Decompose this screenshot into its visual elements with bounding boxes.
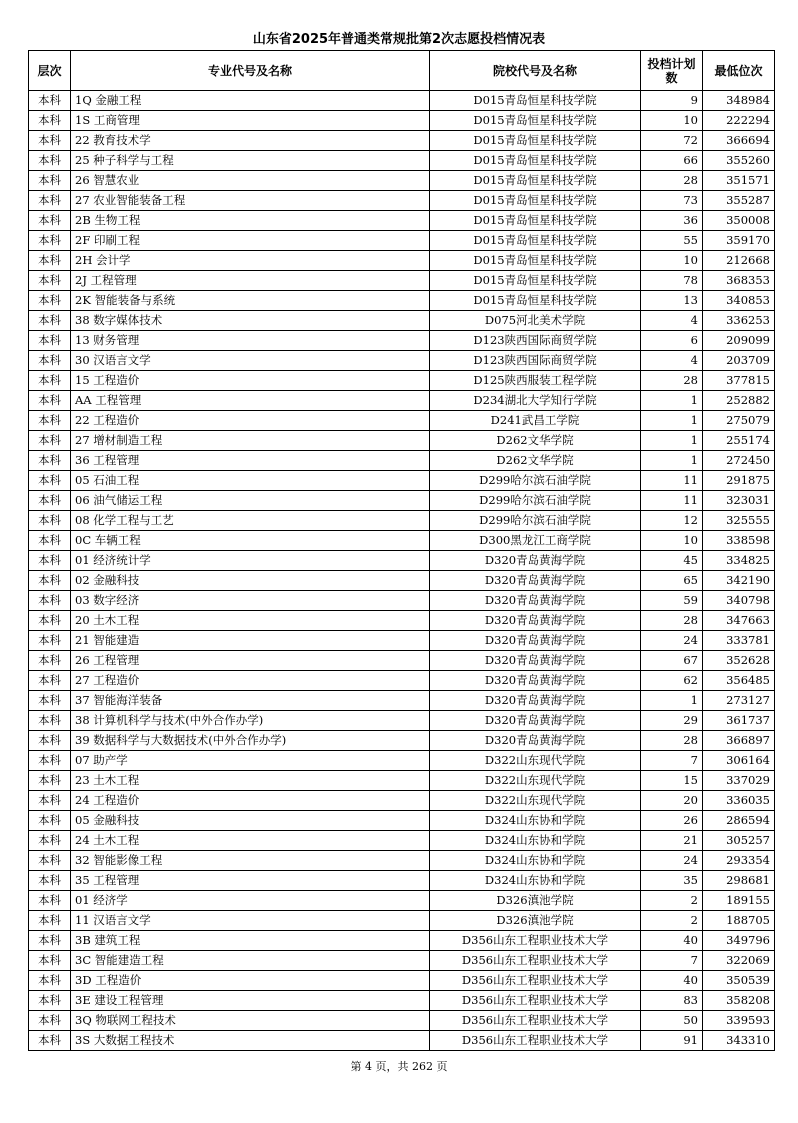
cell-level: 本科: [29, 451, 71, 471]
cell-school: D324山东协和学院: [430, 811, 641, 831]
cell-major: 25 种子科学与工程: [71, 151, 430, 171]
table-row: [29, 371, 775, 391]
cell-major: 27 工程造价: [71, 671, 430, 691]
cell-school: D356山东工程职业技术大学: [430, 1011, 641, 1031]
table-row: [29, 211, 775, 231]
cell-level: 本科: [29, 691, 71, 711]
cell-level: 本科: [29, 331, 71, 351]
header-rank: 最低位次: [703, 51, 775, 91]
page-footer: 第 4 页，共 262 页: [350, 1060, 448, 1073]
cell-plan: 83: [641, 991, 703, 1011]
cell-level: 本科: [29, 811, 71, 831]
table-row: [29, 891, 775, 911]
cell-school: D356山东工程职业技术大学: [430, 991, 641, 1011]
cell-level: 本科: [29, 991, 71, 1011]
cell-major: 03 数字经济: [71, 591, 430, 611]
cell-major: 07 助产学: [71, 751, 430, 771]
cell-level: 本科: [29, 591, 71, 611]
cell-level: 本科: [29, 951, 71, 971]
cell-school: D320青岛黄海学院: [430, 651, 641, 671]
cell-major: 27 增材制造工程: [71, 431, 430, 451]
cell-plan: 1: [641, 431, 703, 451]
cell-major: AA 工程管理: [71, 391, 430, 411]
table-row: [29, 311, 775, 331]
table-row: [29, 691, 775, 711]
cell-level: 本科: [29, 831, 71, 851]
cell-major: 22 教育技术学: [71, 131, 430, 151]
cell-level: 本科: [29, 171, 71, 191]
table-row: [29, 631, 775, 651]
table-row: [29, 471, 775, 491]
cell-rank: 377815: [703, 371, 775, 391]
cell-rank: 366694: [703, 131, 775, 151]
table-row: [29, 751, 775, 771]
cell-level: 本科: [29, 711, 71, 731]
cell-school: D356山东工程职业技术大学: [430, 931, 641, 951]
cell-plan: 45: [641, 551, 703, 571]
cell-plan: 12: [641, 511, 703, 531]
cell-major: 3S 大数据工程技术: [71, 1031, 430, 1051]
cell-rank: 355260: [703, 151, 775, 171]
cell-level: 本科: [29, 611, 71, 631]
cell-level: 本科: [29, 411, 71, 431]
header-major: 专业代号及名称: [71, 51, 430, 91]
cell-major: 36 工程管理: [71, 451, 430, 471]
cell-major: 3C 智能建造工程: [71, 951, 430, 971]
table-row: [29, 431, 775, 451]
cell-major: 26 智慧农业: [71, 171, 430, 191]
cell-school: D356山东工程职业技术大学: [430, 951, 641, 971]
cell-plan: 15: [641, 771, 703, 791]
cell-rank: 286594: [703, 811, 775, 831]
cell-rank: 350008: [703, 211, 775, 231]
cell-plan: 78: [641, 271, 703, 291]
cell-major: 27 农业智能装备工程: [71, 191, 430, 211]
cell-major: 23 土木工程: [71, 771, 430, 791]
cell-major: 05 石油工程: [71, 471, 430, 491]
cell-level: 本科: [29, 971, 71, 991]
table-row: [29, 511, 775, 531]
cell-major: 11 汉语言文学: [71, 911, 430, 931]
cell-rank: 340798: [703, 591, 775, 611]
table-row: [29, 851, 775, 871]
cell-level: 本科: [29, 891, 71, 911]
cell-school: D320青岛黄海学院: [430, 711, 641, 731]
cell-level: 本科: [29, 871, 71, 891]
cell-rank: 188705: [703, 911, 775, 931]
cell-rank: 222294: [703, 111, 775, 131]
cell-school: D262文华学院: [430, 431, 641, 451]
table-row: [29, 991, 775, 1011]
cell-major: 26 工程管理: [71, 651, 430, 671]
cell-school: D320青岛黄海学院: [430, 671, 641, 691]
cell-plan: 11: [641, 491, 703, 511]
cell-plan: 28: [641, 731, 703, 751]
cell-major: 0C 车辆工程: [71, 531, 430, 551]
table-row: [29, 111, 775, 131]
cell-plan: 10: [641, 531, 703, 551]
cell-rank: 325555: [703, 511, 775, 531]
table-row: [29, 811, 775, 831]
cell-school: D320青岛黄海学院: [430, 631, 641, 651]
cell-level: 本科: [29, 131, 71, 151]
cell-school: D234湖北大学知行学院: [430, 391, 641, 411]
cell-school: D015青岛恒星科技学院: [430, 111, 641, 131]
cell-plan: 4: [641, 351, 703, 371]
cell-level: 本科: [29, 371, 71, 391]
cell-school: D015青岛恒星科技学院: [430, 171, 641, 191]
table-row: [29, 491, 775, 511]
cell-plan: 13: [641, 291, 703, 311]
cell-level: 本科: [29, 211, 71, 231]
cell-level: 本科: [29, 151, 71, 171]
cell-school: D241武昌工学院: [430, 411, 641, 431]
cell-rank: 349796: [703, 931, 775, 951]
table-row: [29, 391, 775, 411]
cell-level: 本科: [29, 91, 71, 111]
cell-level: 本科: [29, 231, 71, 251]
table-row: [29, 731, 775, 751]
cell-school: D015青岛恒星科技学院: [430, 251, 641, 271]
cell-school: D015青岛恒星科技学院: [430, 231, 641, 251]
cell-rank: 255174: [703, 431, 775, 451]
cell-major: 08 化学工程与工艺: [71, 511, 430, 531]
cell-plan: 28: [641, 611, 703, 631]
cell-major: 13 财务管理: [71, 331, 430, 351]
cell-major: 3B 建筑工程: [71, 931, 430, 951]
cell-plan: 29: [641, 711, 703, 731]
cell-level: 本科: [29, 1011, 71, 1031]
cell-rank: 361737: [703, 711, 775, 731]
cell-level: 本科: [29, 531, 71, 551]
cell-plan: 1: [641, 451, 703, 471]
cell-rank: 273127: [703, 691, 775, 711]
cell-level: 本科: [29, 571, 71, 591]
cell-major: 15 工程造价: [71, 371, 430, 391]
cell-rank: 347663: [703, 611, 775, 631]
cell-rank: 356485: [703, 671, 775, 691]
cell-plan: 65: [641, 571, 703, 591]
cell-level: 本科: [29, 511, 71, 531]
cell-school: D262文华学院: [430, 451, 641, 471]
cell-school: D015青岛恒星科技学院: [430, 131, 641, 151]
cell-school: D324山东协和学院: [430, 831, 641, 851]
cell-plan: 62: [641, 671, 703, 691]
table-row: [29, 1011, 775, 1031]
cell-rank: 342190: [703, 571, 775, 591]
table-row: [29, 871, 775, 891]
cell-level: 本科: [29, 391, 71, 411]
cell-plan: 59: [641, 591, 703, 611]
cell-rank: 366897: [703, 731, 775, 751]
cell-rank: 275079: [703, 411, 775, 431]
cell-rank: 298681: [703, 871, 775, 891]
cell-level: 本科: [29, 671, 71, 691]
table-row: [29, 451, 775, 471]
table-body: [29, 91, 775, 1051]
cell-plan: 7: [641, 951, 703, 971]
cell-school: D324山东协和学院: [430, 871, 641, 891]
cell-major: 21 智能建造: [71, 631, 430, 651]
cell-rank: 322069: [703, 951, 775, 971]
cell-plan: 24: [641, 631, 703, 651]
cell-plan: 55: [641, 231, 703, 251]
cell-school: D320青岛黄海学院: [430, 591, 641, 611]
cell-school: D320青岛黄海学院: [430, 691, 641, 711]
cell-major: 3E 建设工程管理: [71, 991, 430, 1011]
cell-plan: 36: [641, 211, 703, 231]
cell-major: 38 数字媒体技术: [71, 311, 430, 331]
cell-level: 本科: [29, 551, 71, 571]
cell-major: 38 计算机科学与技术(中外合作办学): [71, 711, 430, 731]
cell-plan: 20: [641, 791, 703, 811]
table-header-row: [29, 51, 775, 91]
cell-school: D075河北美术学院: [430, 311, 641, 331]
cell-school: D123陕西国际商贸学院: [430, 351, 641, 371]
cell-major: 20 土木工程: [71, 611, 430, 631]
cell-level: 本科: [29, 251, 71, 271]
cell-level: 本科: [29, 431, 71, 451]
cell-major: 3D 工程造价: [71, 971, 430, 991]
cell-rank: 337029: [703, 771, 775, 791]
table-row: [29, 551, 775, 571]
cell-school: D322山东现代学院: [430, 791, 641, 811]
cell-rank: 351571: [703, 171, 775, 191]
cell-school: D356山东工程职业技术大学: [430, 971, 641, 991]
cell-plan: 35: [641, 871, 703, 891]
cell-rank: 368353: [703, 271, 775, 291]
cell-level: 本科: [29, 351, 71, 371]
table-row: [29, 911, 775, 931]
header-plan: 投档计划数: [641, 51, 703, 91]
cell-major: 01 经济统计学: [71, 551, 430, 571]
table-row: [29, 171, 775, 191]
cell-rank: 209099: [703, 331, 775, 351]
cell-major: 22 工程造价: [71, 411, 430, 431]
cell-level: 本科: [29, 631, 71, 651]
table-row: [29, 531, 775, 551]
cell-plan: 2: [641, 911, 703, 931]
cell-rank: 355287: [703, 191, 775, 211]
cell-plan: 1: [641, 391, 703, 411]
table-row: [29, 1031, 775, 1051]
cell-major: 1S 工商管理: [71, 111, 430, 131]
header-school: 院校代号及名称: [430, 51, 641, 91]
cell-school: D015青岛恒星科技学院: [430, 211, 641, 231]
cell-level: 本科: [29, 291, 71, 311]
table-row: [29, 931, 775, 951]
admission-table: [28, 50, 775, 1051]
cell-school: D322山东现代学院: [430, 751, 641, 771]
cell-school: D320青岛黄海学院: [430, 611, 641, 631]
cell-major: 37 智能海洋装备: [71, 691, 430, 711]
cell-plan: 9: [641, 91, 703, 111]
cell-school: D299哈尔滨石油学院: [430, 471, 641, 491]
cell-plan: 50: [641, 1011, 703, 1031]
table-row: [29, 191, 775, 211]
cell-plan: 67: [641, 651, 703, 671]
cell-major: 02 金融科技: [71, 571, 430, 591]
cell-rank: 252882: [703, 391, 775, 411]
table-row: [29, 271, 775, 291]
cell-school: D299哈尔滨石油学院: [430, 511, 641, 531]
cell-plan: 6: [641, 331, 703, 351]
cell-rank: 348984: [703, 91, 775, 111]
table-row: [29, 791, 775, 811]
table-row: [29, 91, 775, 111]
header-level: 层次: [29, 51, 71, 91]
cell-plan: 21: [641, 831, 703, 851]
table-row: [29, 571, 775, 591]
cell-school: D015青岛恒星科技学院: [430, 291, 641, 311]
cell-level: 本科: [29, 1031, 71, 1051]
cell-rank: 343310: [703, 1031, 775, 1051]
cell-plan: 26: [641, 811, 703, 831]
cell-school: D125陕西服装工程学院: [430, 371, 641, 391]
cell-level: 本科: [29, 471, 71, 491]
cell-major: 39 数据科学与大数据技术(中外合作办学): [71, 731, 430, 751]
table-row: [29, 231, 775, 251]
cell-plan: 66: [641, 151, 703, 171]
cell-plan: 40: [641, 931, 703, 951]
cell-rank: 359170: [703, 231, 775, 251]
table-row: [29, 351, 775, 371]
cell-level: 本科: [29, 771, 71, 791]
cell-major: 24 工程造价: [71, 791, 430, 811]
cell-school: D356山东工程职业技术大学: [430, 1031, 641, 1051]
cell-school: D322山东现代学院: [430, 771, 641, 791]
cell-school: D015青岛恒星科技学院: [430, 271, 641, 291]
cell-rank: 306164: [703, 751, 775, 771]
table-row: [29, 331, 775, 351]
table-row: [29, 131, 775, 151]
cell-plan: 2: [641, 891, 703, 911]
cell-major: 2J 工程管理: [71, 271, 430, 291]
cell-plan: 4: [641, 311, 703, 331]
cell-rank: 203709: [703, 351, 775, 371]
cell-major: 05 金融科技: [71, 811, 430, 831]
cell-level: 本科: [29, 191, 71, 211]
cell-level: 本科: [29, 111, 71, 131]
table-row: [29, 291, 775, 311]
cell-school: D326滇池学院: [430, 911, 641, 931]
cell-rank: 340853: [703, 291, 775, 311]
cell-rank: 333781: [703, 631, 775, 651]
cell-school: D015青岛恒星科技学院: [430, 151, 641, 171]
cell-plan: 24: [641, 851, 703, 871]
cell-school: D326滇池学院: [430, 891, 641, 911]
cell-rank: 339593: [703, 1011, 775, 1031]
cell-rank: 358208: [703, 991, 775, 1011]
cell-major: 30 汉语言文学: [71, 351, 430, 371]
cell-rank: 336035: [703, 791, 775, 811]
cell-plan: 11: [641, 471, 703, 491]
table-row: [29, 671, 775, 691]
table-row: [29, 951, 775, 971]
cell-school: D324山东协和学院: [430, 851, 641, 871]
cell-plan: 28: [641, 171, 703, 191]
cell-major: 1Q 金融工程: [71, 91, 430, 111]
cell-rank: 338598: [703, 531, 775, 551]
table-row: [29, 771, 775, 791]
cell-rank: 272450: [703, 451, 775, 471]
cell-school: D320青岛黄海学院: [430, 551, 641, 571]
cell-plan: 1: [641, 691, 703, 711]
cell-plan: 28: [641, 371, 703, 391]
cell-plan: 72: [641, 131, 703, 151]
cell-major: 2H 会计学: [71, 251, 430, 271]
cell-major: 32 智能影像工程: [71, 851, 430, 871]
cell-school: D300黑龙江工商学院: [430, 531, 641, 551]
cell-level: 本科: [29, 271, 71, 291]
table-row: [29, 831, 775, 851]
table-row: [29, 151, 775, 171]
cell-major: 06 油气储运工程: [71, 491, 430, 511]
cell-major: 01 经济学: [71, 891, 430, 911]
cell-rank: 293354: [703, 851, 775, 871]
cell-rank: 291875: [703, 471, 775, 491]
cell-major: 2K 智能装备与系统: [71, 291, 430, 311]
cell-rank: 305257: [703, 831, 775, 851]
cell-school: D320青岛黄海学院: [430, 571, 641, 591]
table-row: [29, 251, 775, 271]
cell-school: D320青岛黄海学院: [430, 731, 641, 751]
cell-level: 本科: [29, 751, 71, 771]
cell-school: D299哈尔滨石油学院: [430, 491, 641, 511]
table-row: [29, 411, 775, 431]
cell-plan: 7: [641, 751, 703, 771]
cell-plan: 1: [641, 411, 703, 431]
cell-level: 本科: [29, 931, 71, 951]
cell-plan: 10: [641, 251, 703, 271]
cell-plan: 91: [641, 1031, 703, 1051]
cell-rank: 323031: [703, 491, 775, 511]
cell-plan: 40: [641, 971, 703, 991]
cell-rank: 212668: [703, 251, 775, 271]
table-row: [29, 611, 775, 631]
cell-major: 2B 生物工程: [71, 211, 430, 231]
cell-rank: 352628: [703, 651, 775, 671]
page-title: 山东省2025年普通类常规批第2次志愿投档情况表: [252, 32, 546, 47]
table-row: [29, 711, 775, 731]
cell-rank: 350539: [703, 971, 775, 991]
cell-major: 2F 印刷工程: [71, 231, 430, 251]
table-row: [29, 971, 775, 991]
cell-major: 35 工程管理: [71, 871, 430, 891]
cell-level: 本科: [29, 731, 71, 751]
cell-level: 本科: [29, 311, 71, 331]
cell-major: 24 土木工程: [71, 831, 430, 851]
cell-rank: 336253: [703, 311, 775, 331]
cell-level: 本科: [29, 911, 71, 931]
table-row: [29, 651, 775, 671]
cell-rank: 334825: [703, 551, 775, 571]
cell-school: D123陕西国际商贸学院: [430, 331, 641, 351]
cell-school: D015青岛恒星科技学院: [430, 91, 641, 111]
cell-rank: 189155: [703, 891, 775, 911]
cell-level: 本科: [29, 791, 71, 811]
cell-level: 本科: [29, 851, 71, 871]
cell-level: 本科: [29, 491, 71, 511]
cell-major: 3Q 物联网工程技术: [71, 1011, 430, 1031]
cell-level: 本科: [29, 651, 71, 671]
cell-school: D015青岛恒星科技学院: [430, 191, 641, 211]
table-row: [29, 591, 775, 611]
cell-plan: 73: [641, 191, 703, 211]
cell-plan: 10: [641, 111, 703, 131]
